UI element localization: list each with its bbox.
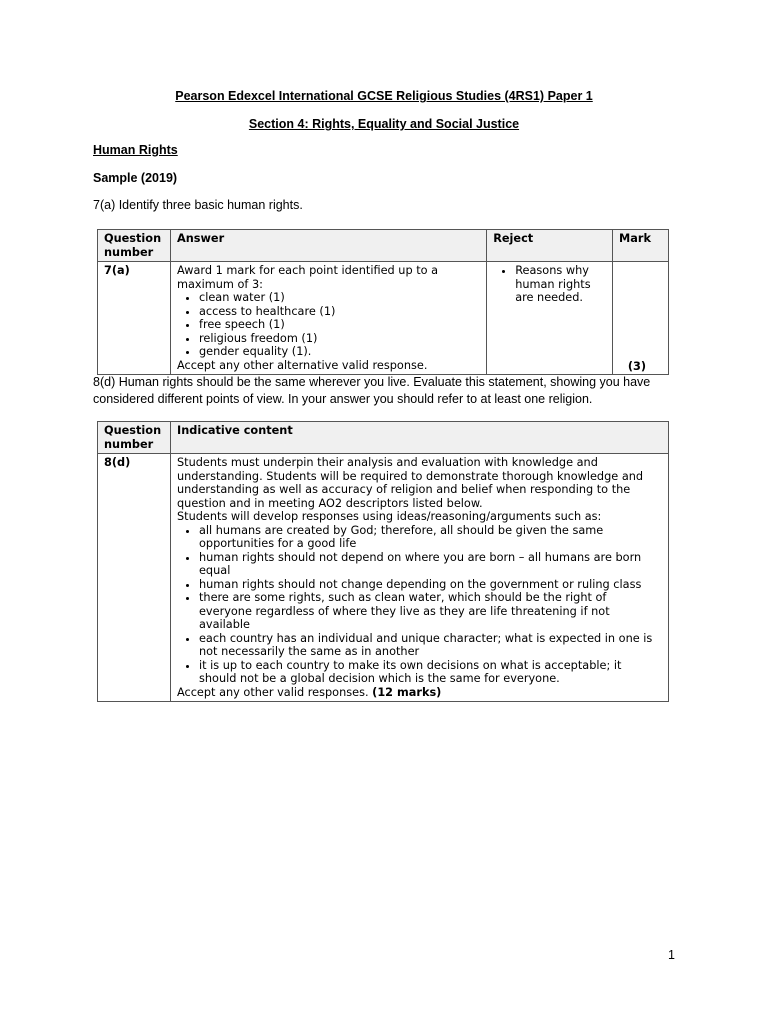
reject-list xyxy=(493,264,606,305)
content-outro xyxy=(177,686,662,700)
header-reject: Reject xyxy=(487,230,613,262)
content-list xyxy=(177,524,662,686)
header-answer: Answer xyxy=(170,230,486,262)
page-number: 1 xyxy=(668,948,675,962)
list-item: • human rights should not depend on where you are born – all humans are born equal xyxy=(199,551,662,578)
list-item: • free speech (1) xyxy=(199,318,480,332)
list-item: • gender equality (1). xyxy=(199,345,480,359)
answer-cell xyxy=(170,262,486,375)
content-intro: Students must underpin their analysis and evaluation with knowledge and understanding. Students will be required to demonstrate thorough knowledge and understanding as well as accuracy of religion and belief when responding to the question and in meeting AO2 descriptors listed below. xyxy=(176,456,644,510)
answer-list xyxy=(177,291,480,359)
question-7a-prompt: 7(a) Identify three basic human rights. xyxy=(93,198,303,212)
list-item: • all humans are created by God; therefore, all should be given the same opportunities for a good life xyxy=(199,524,662,551)
mark-cell xyxy=(613,262,669,375)
header-mark: Mark xyxy=(613,230,669,262)
header-question-number: Question number xyxy=(98,422,171,454)
indicative-content-cell xyxy=(170,454,668,702)
list-item: • clean water (1) xyxy=(199,291,480,305)
list-item: • religious freedom (1) xyxy=(199,332,480,346)
document-title: Pearson Edexcel International GCSE Religious Studies (4RS1) Paper 1 xyxy=(175,89,593,103)
header-indicative-content: Indicative content xyxy=(170,422,668,454)
marks-value: (12 marks) xyxy=(372,685,442,699)
section-heading: Section 4: Rights, Equality and Social Justice xyxy=(248,117,520,131)
question-8d-prompt: 8(d) Human rights should be the same wherever you live. Evaluate this statement, showing you have considered different points of view. In your answer you should refer to at least one religion. xyxy=(93,375,651,406)
accept-text: Accept any other valid responses. xyxy=(176,685,369,699)
list-item: • it is up to each country to make its own decisions on what is acceptable; it should not be a global decision which is the same for everyone. xyxy=(199,659,662,686)
header-question-number: Question number xyxy=(98,230,171,262)
mark-value: (3) xyxy=(627,359,646,373)
content-lead: Students will develop responses using ideas/reasoning/arguments such as: xyxy=(176,510,602,523)
list-item: • there are some rights, such as clean water, which should be the right of everyone regardless of where they live as they are life threatening if not available xyxy=(199,591,662,632)
reject-cell xyxy=(487,262,613,375)
list-item: • each country has an individual and unique character; what is expected in one is not necessarily the same as in another xyxy=(199,632,662,659)
table-row xyxy=(98,262,669,375)
topic-heading: Human Rights xyxy=(93,143,178,157)
list-item: • access to healthcare (1) xyxy=(199,305,480,319)
sample-heading: Sample (2019) xyxy=(93,171,178,185)
answer-intro: Award 1 mark for each point identified up to a maximum of 3: xyxy=(176,264,439,291)
list-item: • human rights should not change depending on the government or ruling class xyxy=(199,578,662,592)
question-7a-mark-scheme-table xyxy=(97,229,669,375)
list-item: • Reasons why human rights are needed. xyxy=(515,264,606,305)
question-number-cell: 8(d) xyxy=(98,454,171,702)
table-header-row xyxy=(98,230,669,262)
question-8d-mark-scheme-table xyxy=(97,421,669,702)
answer-outro: Accept any other alternative valid response. xyxy=(176,358,428,372)
question-number-cell: 7(a) xyxy=(98,262,171,375)
table-row xyxy=(98,454,669,702)
table-header-row xyxy=(98,422,669,454)
